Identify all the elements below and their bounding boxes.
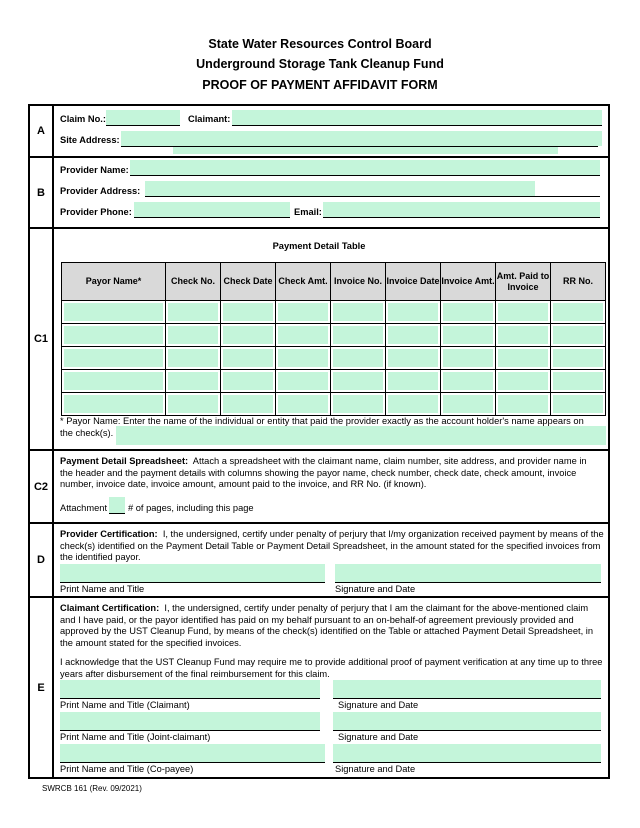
- site-address-field-2[interactable]: [173, 146, 558, 154]
- table-cell-input[interactable]: [64, 303, 163, 321]
- col-invoice-amt: Invoice Amt.: [441, 263, 496, 301]
- table-cell: [551, 347, 606, 370]
- site-address-label: Site Address:: [60, 135, 120, 145]
- table-cell: [276, 347, 331, 370]
- joint-print-name-field[interactable]: [60, 712, 320, 730]
- table-cell-input[interactable]: [443, 395, 493, 413]
- table-cell: [276, 370, 331, 393]
- table-cell: [62, 370, 166, 393]
- col-amt-paid: Amt. Paid to Invoice: [496, 263, 551, 301]
- table-cell-input[interactable]: [278, 326, 328, 344]
- table-cell: [276, 393, 331, 416]
- header-agency: State Water Resources Control Board: [208, 37, 432, 51]
- table-cell: [496, 370, 551, 393]
- table-cell-input[interactable]: [168, 395, 218, 413]
- table-cell: [62, 324, 166, 347]
- table-cell-input[interactable]: [223, 326, 273, 344]
- section-c2: [30, 451, 608, 524]
- table-cell-input[interactable]: [168, 372, 218, 390]
- col-check-date: Check Date: [221, 263, 276, 301]
- site-address-field[interactable]: [121, 131, 602, 146]
- claim-no-field[interactable]: [106, 110, 180, 125]
- provider-phone-field[interactable]: [134, 202, 290, 217]
- attachment-pages-field[interactable]: [109, 497, 125, 513]
- table-row: [62, 347, 606, 370]
- claimant-underline: [232, 125, 602, 126]
- claimant-signature-underline: [333, 698, 601, 699]
- provider-cert-title: Provider Certification:: [60, 529, 158, 539]
- joint-signature-label: Signature and Date: [338, 732, 419, 742]
- table-cell-input[interactable]: [388, 395, 438, 413]
- copayee-signature-underline: [333, 762, 601, 763]
- spreadsheet-body: Attach a spreadsheet with the claimant name, claim number, site address, and provider name in the header and the payment details with columns showing the payor name, check number, check date, check amount, invoice number, invoice date, invoice amount, amount paid to the invoice, and RR No. (if known).: [60, 456, 587, 490]
- claimant-print-name-label: Print Name and Title (Claimant): [60, 700, 190, 710]
- provider-print-name-underline: [60, 582, 325, 583]
- table-cell-input[interactable]: [64, 372, 163, 390]
- table-cell-input[interactable]: [333, 303, 383, 321]
- table-cell-input[interactable]: [278, 372, 328, 390]
- col-rr-no: RR No.: [551, 263, 606, 301]
- table-cell: [551, 301, 606, 324]
- table-cell: [496, 301, 551, 324]
- section-b-label: B: [30, 158, 54, 227]
- col-check-amt: Check Amt.: [276, 263, 331, 301]
- table-cell-input[interactable]: [443, 372, 493, 390]
- section-a-label: A: [30, 106, 54, 156]
- table-cell: [496, 347, 551, 370]
- table-cell-input[interactable]: [168, 349, 218, 367]
- joint-print-name-label: Print Name and Title (Joint-claimant): [60, 732, 211, 742]
- claimant-print-name-field[interactable]: [60, 680, 320, 698]
- provider-name-field[interactable]: [130, 160, 600, 175]
- table-cell: [441, 301, 496, 324]
- table-cell-input[interactable]: [498, 395, 548, 413]
- table-cell-input[interactable]: [498, 303, 548, 321]
- table-row: [62, 301, 606, 324]
- payment-detail-table: [61, 262, 606, 416]
- table-cell-input[interactable]: [443, 303, 493, 321]
- header-program: Underground Storage Tank Cleanup Fund: [196, 57, 444, 71]
- table-cell: [441, 393, 496, 416]
- table-cell: [62, 301, 166, 324]
- table-cell-input[interactable]: [333, 326, 383, 344]
- table-cell-input[interactable]: [223, 349, 273, 367]
- table-cell-input[interactable]: [388, 349, 438, 367]
- provider-signature-underline: [335, 582, 601, 583]
- table-cell: [331, 301, 386, 324]
- copayee-signature-label: Signature and Date: [335, 764, 416, 774]
- table-cell-input[interactable]: [64, 326, 163, 344]
- provider-signature-field[interactable]: [335, 564, 601, 582]
- table-cell-input[interactable]: [443, 326, 493, 344]
- provider-name-label: Provider Name:: [60, 165, 129, 175]
- table-cell: [331, 347, 386, 370]
- table-cell-input[interactable]: [498, 349, 548, 367]
- table-cell-input[interactable]: [553, 372, 603, 390]
- claim-no-underline: [106, 125, 180, 126]
- email-underline: [323, 217, 600, 218]
- table-cell-input[interactable]: [223, 395, 273, 413]
- table-cell-input[interactable]: [278, 303, 328, 321]
- table-cell: [276, 324, 331, 347]
- payor-note-line1: * Payor Name: Enter the name of the individual or entity that paid the provider exactly as the account holder's name appears on: [60, 416, 584, 426]
- table-cell-input[interactable]: [278, 349, 328, 367]
- attachment-underline: [109, 513, 125, 514]
- table-row: [62, 393, 606, 416]
- joint-print-name-underline: [60, 730, 320, 731]
- section-d-label: D: [30, 524, 54, 596]
- section-c1-label: C1: [30, 229, 54, 449]
- table-cell-input[interactable]: [278, 395, 328, 413]
- spreadsheet-text: [60, 456, 602, 491]
- provider-name-underline: [130, 175, 600, 176]
- section-e: [30, 598, 608, 777]
- attachment-suffix: # of pages, including this page: [128, 503, 254, 513]
- provider-print-name-label: Print Name and Title: [60, 584, 145, 594]
- affidavit-form: [28, 104, 610, 779]
- table-cell: [331, 324, 386, 347]
- claimant-signature-field[interactable]: [333, 680, 601, 698]
- copayee-print-name-field[interactable]: [60, 744, 325, 762]
- table-cell-input[interactable]: [333, 395, 383, 413]
- claimant-cert-text: [60, 603, 605, 649]
- table-cell-input[interactable]: [388, 303, 438, 321]
- table-cell-input[interactable]: [333, 349, 383, 367]
- provider-cert-body: I, the undersigned, certify under penalty of perjury that I/my organization received payment by means of the check(s) identified on the Payment Detail Table or Payment Detail Spreadsheet, in the amount stated for the specified invoices from the identified payor.: [60, 529, 604, 563]
- form-number: SWRCB 161 (Rev. 09/2021): [42, 784, 142, 793]
- spreadsheet-title: Payment Detail Spreadsheet:: [60, 456, 189, 466]
- table-cell: [441, 370, 496, 393]
- table-cell-input[interactable]: [388, 372, 438, 390]
- claimant-label: Claimant:: [188, 114, 231, 124]
- table-cell: [166, 324, 221, 347]
- email-label: Email:: [294, 207, 322, 217]
- copayee-signature-field[interactable]: [333, 744, 601, 762]
- table-cell-input[interactable]: [553, 303, 603, 321]
- claimant-print-name-underline: [60, 698, 320, 699]
- table-cell: [166, 393, 221, 416]
- table-cell: [166, 301, 221, 324]
- section-c1: [30, 229, 608, 451]
- table-cell: [221, 301, 276, 324]
- provider-signature-label: Signature and Date: [335, 584, 416, 594]
- col-invoice-no: Invoice No.: [331, 263, 386, 301]
- table-cell: [441, 324, 496, 347]
- site-address-underline: [121, 146, 598, 147]
- payor-note-field[interactable]: [116, 426, 606, 445]
- table-cell: [441, 347, 496, 370]
- attachment-prefix: Attachment: [60, 503, 108, 513]
- table-cell-input[interactable]: [553, 349, 603, 367]
- col-check-no: Check No.: [166, 263, 221, 301]
- col-invoice-date: Invoice Date: [386, 263, 441, 301]
- table-cell-input[interactable]: [168, 303, 218, 321]
- table-cell: [386, 370, 441, 393]
- table-cell: [496, 324, 551, 347]
- table-cell: [386, 347, 441, 370]
- provider-print-name-field[interactable]: [60, 564, 325, 582]
- acknowledge-text: I acknowledge that the UST Cleanup Fund may require me to provide additional proof of payment verification at any time up to three years after disbursement of the final reimbursement for this claim.: [60, 657, 603, 679]
- email-field[interactable]: [323, 202, 600, 217]
- table-cell: [276, 301, 331, 324]
- section-e-label: E: [30, 598, 54, 777]
- section-c2-label: C2: [30, 451, 54, 522]
- claimant-signature-label: Signature and Date: [338, 700, 419, 710]
- section-b: [30, 158, 608, 229]
- table-cell: [496, 393, 551, 416]
- provider-phone-label: Provider Phone:: [60, 207, 132, 217]
- table-cell-input[interactable]: [443, 349, 493, 367]
- payor-note-line2: the check(s).: [60, 428, 114, 438]
- claim-no-label: Claim No.:: [60, 114, 106, 124]
- table-cell: [386, 393, 441, 416]
- table-cell-input[interactable]: [168, 326, 218, 344]
- section-d: [30, 524, 608, 598]
- table-cell: [551, 393, 606, 416]
- table-cell: [221, 324, 276, 347]
- section-a: [30, 106, 608, 158]
- table-cell: [62, 393, 166, 416]
- table-cell-input[interactable]: [333, 372, 383, 390]
- claimant-cert-body: I, the undersigned, certify under penalty of perjury that I am the claimant for the above-mentioned claim and I have paid, or the payor identified has paid on my behalf pursuant to an on-behalf-of agreement previously provided and approved by the UST Cleanup Fund, by means of the check(s) identified on the Table or attached Payment Detail Spreadsheet, in the amount stated for the specified invoices.: [60, 603, 593, 648]
- table-cell: [166, 347, 221, 370]
- joint-signature-underline: [333, 730, 601, 731]
- table-cell-input[interactable]: [64, 349, 163, 367]
- table-cell: [221, 370, 276, 393]
- table-cell-input[interactable]: [498, 326, 548, 344]
- table-cell: [551, 370, 606, 393]
- table-cell: [221, 393, 276, 416]
- joint-signature-field[interactable]: [333, 712, 601, 730]
- table-cell: [62, 347, 166, 370]
- table-cell: [331, 393, 386, 416]
- table-cell-input[interactable]: [553, 326, 603, 344]
- provider-address-underline: [145, 196, 600, 197]
- copayee-print-name-label: Print Name and Title (Co-payee): [60, 764, 194, 774]
- provider-address-field[interactable]: [145, 181, 535, 196]
- claimant-cert-title: Claimant Certification:: [60, 603, 160, 613]
- table-cell-input[interactable]: [498, 372, 548, 390]
- payment-table-title: Payment Detail Table: [272, 241, 366, 251]
- table-cell-input[interactable]: [223, 303, 273, 321]
- form-title: PROOF OF PAYMENT AFFIDAVIT FORM: [202, 78, 438, 92]
- copayee-print-name-underline: [60, 762, 325, 763]
- table-cell-input[interactable]: [64, 395, 163, 413]
- col-payor-name: Payor Name*: [62, 263, 166, 301]
- claimant-field[interactable]: [232, 110, 602, 125]
- table-cell: [331, 370, 386, 393]
- table-cell-input[interactable]: [223, 372, 273, 390]
- provider-address-label: Provider Address:: [60, 186, 141, 196]
- table-cell-input[interactable]: [388, 326, 438, 344]
- table-row: [62, 370, 606, 393]
- provider-cert-text: [60, 529, 605, 564]
- provider-phone-underline: [134, 217, 290, 218]
- table-row: [62, 324, 606, 347]
- table-cell: [386, 301, 441, 324]
- table-cell: [386, 324, 441, 347]
- table-cell: [551, 324, 606, 347]
- table-cell: [166, 370, 221, 393]
- table-cell: [221, 347, 276, 370]
- table-cell-input[interactable]: [553, 395, 603, 413]
